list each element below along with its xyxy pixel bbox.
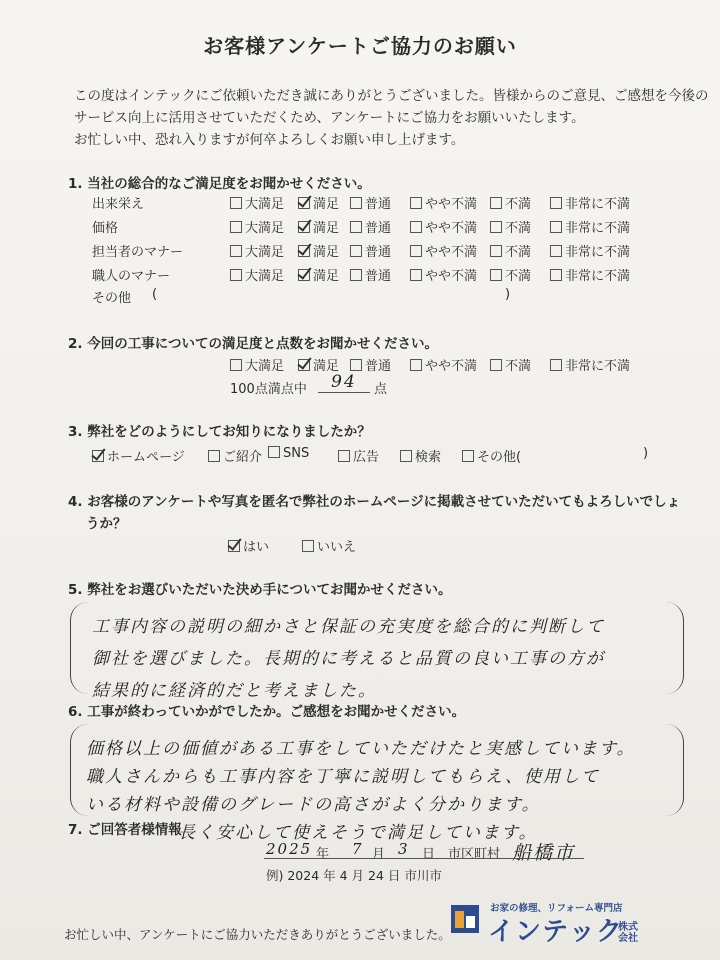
q3-option[interactable] — [462, 446, 521, 465]
checkbox[interactable] — [230, 245, 242, 257]
q1-option[interactable] — [298, 241, 339, 260]
q5-answer-line-3[interactable]: 結果的に経済的だと考えました。 — [92, 681, 377, 701]
intro-line-1: この度はインテックにご依頼いただき誠にありがとうございました。皆様からのご意見、ご感想を今後の — [74, 88, 709, 104]
option-label: その他( — [477, 450, 522, 465]
option-label: 大満足 — [245, 221, 285, 236]
q1-option[interactable] — [410, 193, 477, 212]
logo-tagline: お家の修理、リフォーム専門店 — [490, 903, 623, 914]
option-label: 非常に不満 — [565, 197, 631, 212]
q1-option[interactable] — [230, 265, 284, 284]
option-label: 非常に不満 — [565, 359, 631, 374]
option-label: 大満足 — [245, 197, 285, 212]
q1-option[interactable] — [490, 217, 531, 236]
q1-option[interactable] — [490, 241, 531, 260]
score-suffix: 点 — [374, 382, 388, 397]
q7-underline — [264, 858, 584, 859]
question-1-label: 1. 当社の総合的なご満足度をお聞かせください。 — [68, 176, 371, 192]
option-label: 大満足 — [245, 359, 285, 374]
checkbox[interactable] — [298, 245, 310, 257]
checkbox[interactable] — [462, 450, 474, 462]
question-3-label: 3. 弊社をどのようにしてお知りになりましたか？ — [68, 424, 371, 440]
q1-row-label: 価格 — [92, 221, 119, 236]
q1-option[interactable] — [298, 217, 339, 236]
checkbox[interactable] — [268, 446, 280, 458]
option-label: 普通 — [365, 245, 392, 260]
q1-option[interactable] — [350, 217, 391, 236]
year-unit: 年 — [316, 847, 330, 862]
q3-option[interactable] — [400, 446, 441, 465]
q7-example: 例) 2024 年 4 月 24 日 市川市 — [266, 868, 442, 883]
option-label: ご紹介 — [223, 450, 263, 465]
checkbox[interactable] — [208, 450, 220, 462]
checkbox[interactable] — [298, 269, 310, 281]
option-label: やや不満 — [425, 221, 478, 236]
checkbox[interactable] — [410, 197, 422, 209]
q4-option[interactable] — [228, 536, 269, 555]
q6-answer-line-2[interactable]: 職人さんからも工事内容を丁寧に説明してもらえ、使用して — [86, 767, 601, 787]
q1-option[interactable] — [230, 241, 284, 260]
option-label: 不満 — [505, 269, 532, 284]
checkbox[interactable] — [550, 245, 562, 257]
option-label: 普通 — [365, 197, 392, 212]
checkbox[interactable] — [338, 450, 350, 462]
option-label: ホームページ — [107, 450, 185, 465]
q1-option[interactable] — [230, 193, 284, 212]
checkbox[interactable] — [350, 245, 362, 257]
checkbox[interactable] — [230, 221, 242, 233]
checkbox[interactable] — [490, 221, 502, 233]
question-7-label: 7. ご回答者様情報 — [68, 822, 182, 838]
option-label: 大満足 — [245, 269, 285, 284]
option-label: 不満 — [505, 359, 532, 374]
q6-answer-line-1[interactable]: 価格以上の価値がある工事をしていただけたと実感しています。 — [86, 739, 636, 759]
checkbox[interactable] — [410, 269, 422, 281]
checkbox[interactable] — [302, 540, 314, 552]
option-label: 広告 — [353, 450, 380, 465]
city-label: 市区町村 — [448, 847, 501, 862]
q3-option[interactable] — [338, 446, 379, 465]
q1-option[interactable] — [350, 241, 391, 260]
option-label: 大満足 — [245, 245, 285, 260]
q1-option[interactable] — [230, 217, 284, 236]
q1-option[interactable] — [490, 265, 531, 284]
q5-answer-line-1[interactable]: 工事内容の説明の細かさと保証の充実度を総合的に判断して — [92, 617, 605, 637]
q3-option[interactable] — [208, 446, 262, 465]
q6-answer-line-4[interactable]: 長く安心して使えそうで満足しています。 — [178, 823, 538, 843]
q2-option[interactable] — [550, 355, 630, 374]
q1-option[interactable] — [350, 265, 391, 284]
score-prefix: 100点満点中 — [230, 382, 307, 397]
logo-corp: 株式会社 — [618, 922, 638, 944]
option-label: SNS — [283, 446, 310, 461]
checkbox[interactable] — [550, 269, 562, 281]
checkbox[interactable] — [350, 359, 362, 371]
q1-other-label: その他 — [92, 291, 132, 306]
q1-option[interactable] — [550, 193, 630, 212]
q1-option[interactable] — [410, 265, 477, 284]
option-label: いいえ — [317, 540, 357, 555]
question-6-label: 6. 工事が終わっていかがでしたか。ご感想をお聞かせください。 — [68, 704, 466, 720]
q5-answer-line-2[interactable]: 御社を選びました。長期的に考えると品質の良い工事の方が — [92, 649, 605, 669]
checkbox[interactable] — [550, 359, 562, 371]
month-unit: 月 — [372, 847, 386, 862]
option-label: 満足 — [313, 221, 340, 236]
q1-option[interactable] — [550, 265, 630, 284]
question-4-label-2: うか？ — [86, 516, 127, 532]
q1-option[interactable] — [298, 265, 339, 284]
month-value[interactable]: 7 — [352, 840, 364, 858]
intro-line-3: お忙しい中、恐れ入りますが何卒よろしくお願い申し上げます。 — [74, 132, 465, 148]
q1-option[interactable] — [410, 217, 477, 236]
checkbox[interactable] — [410, 221, 422, 233]
q3-close: ) — [643, 446, 649, 461]
house-logo-icon — [450, 904, 480, 934]
option-label: やや不満 — [425, 269, 478, 284]
option-label: 検索 — [415, 450, 442, 465]
q2-option[interactable] — [490, 355, 531, 374]
question-5-label: 5. 弊社をお選びいただいた決め手についてお聞かせください。 — [68, 582, 452, 598]
checkbox[interactable] — [550, 221, 562, 233]
checkbox[interactable] — [298, 359, 310, 371]
option-label: 満足 — [313, 359, 340, 374]
option-label: 満足 — [313, 269, 340, 284]
q4-option[interactable] — [302, 536, 356, 555]
year-value[interactable]: 2025 — [266, 840, 313, 858]
checkbox[interactable] — [230, 197, 242, 209]
checkbox[interactable] — [298, 221, 310, 233]
question-4-label-1: 4. お客様のアンケートや写真を匿名で弊社のホームページに掲載させていただいてもよろしいでしょ — [68, 494, 681, 510]
option-label: 非常に不満 — [565, 245, 631, 260]
intro-line-2: サービス向上に活用させていただくため、アンケートにご協力をお願いいたします。 — [74, 110, 585, 126]
q1-option[interactable] — [298, 193, 339, 212]
option-label: 普通 — [365, 269, 392, 284]
question-2-label: 2. 今回の工事についての満足度と点数をお聞かせください。 — [68, 336, 438, 352]
q1-row-label: 職人のマナー — [92, 269, 171, 284]
option-label: やや不満 — [425, 359, 478, 374]
q2-option[interactable] — [230, 355, 284, 374]
checkbox[interactable] — [490, 197, 502, 209]
q1-other-open: ( — [152, 287, 158, 302]
q1-option[interactable] — [350, 193, 391, 212]
checkbox[interactable] — [550, 197, 562, 209]
checkbox[interactable] — [298, 197, 310, 209]
q1-other-close: ) — [505, 287, 511, 302]
q1-option[interactable] — [490, 193, 531, 212]
option-label: 非常に不満 — [565, 269, 631, 284]
option-label: やや不満 — [425, 197, 478, 212]
checkbox[interactable] — [490, 245, 502, 257]
day-unit: 日 — [422, 847, 436, 862]
option-label: 非常に不満 — [565, 221, 631, 236]
q6-answer-line-3[interactable]: いる材料や設備のグレードの高さがよく分かります。 — [86, 795, 541, 815]
checkbox[interactable] — [350, 269, 362, 281]
q1-option[interactable] — [550, 217, 630, 236]
q1-option[interactable] — [410, 241, 477, 260]
q1-option[interactable] — [550, 241, 630, 260]
checkbox[interactable] — [350, 197, 362, 209]
q1-row-label: 担当者のマナー — [92, 245, 184, 260]
q1-row-label: 出来栄え — [92, 197, 145, 212]
option-label: 普通 — [365, 221, 392, 236]
city-value[interactable]: 船橋市 — [512, 842, 576, 864]
checkbox[interactable] — [490, 269, 502, 281]
page-title: お客様アンケートご協力のお願い — [203, 34, 517, 58]
checkbox[interactable] — [410, 245, 422, 257]
q3-option[interactable] — [268, 446, 309, 461]
checkbox[interactable] — [230, 269, 242, 281]
q3-option[interactable] — [92, 446, 185, 465]
checkbox[interactable] — [400, 450, 412, 462]
checkbox[interactable] — [350, 221, 362, 233]
day-value[interactable]: 3 — [398, 840, 410, 858]
checkbox[interactable] — [490, 359, 502, 371]
option-label: 不満 — [505, 197, 532, 212]
checkbox[interactable] — [228, 540, 240, 552]
option-label: 満足 — [313, 245, 340, 260]
option-label: 不満 — [505, 245, 532, 260]
footer-thanks: お忙しい中、アンケートにご協力いただきありがとうございました。 — [64, 927, 451, 942]
option-label: 不満 — [505, 221, 532, 236]
checkbox[interactable] — [230, 359, 242, 371]
option-label: 普通 — [365, 359, 392, 374]
score-value[interactable]: 94 — [318, 372, 370, 393]
checkbox[interactable] — [92, 450, 104, 462]
option-label: やや不満 — [425, 245, 478, 260]
checkbox[interactable] — [410, 359, 422, 371]
q2-option[interactable] — [410, 355, 477, 374]
logo-name: インテック — [488, 917, 624, 947]
option-label: 満足 — [313, 197, 340, 212]
option-label: はい — [243, 540, 270, 555]
